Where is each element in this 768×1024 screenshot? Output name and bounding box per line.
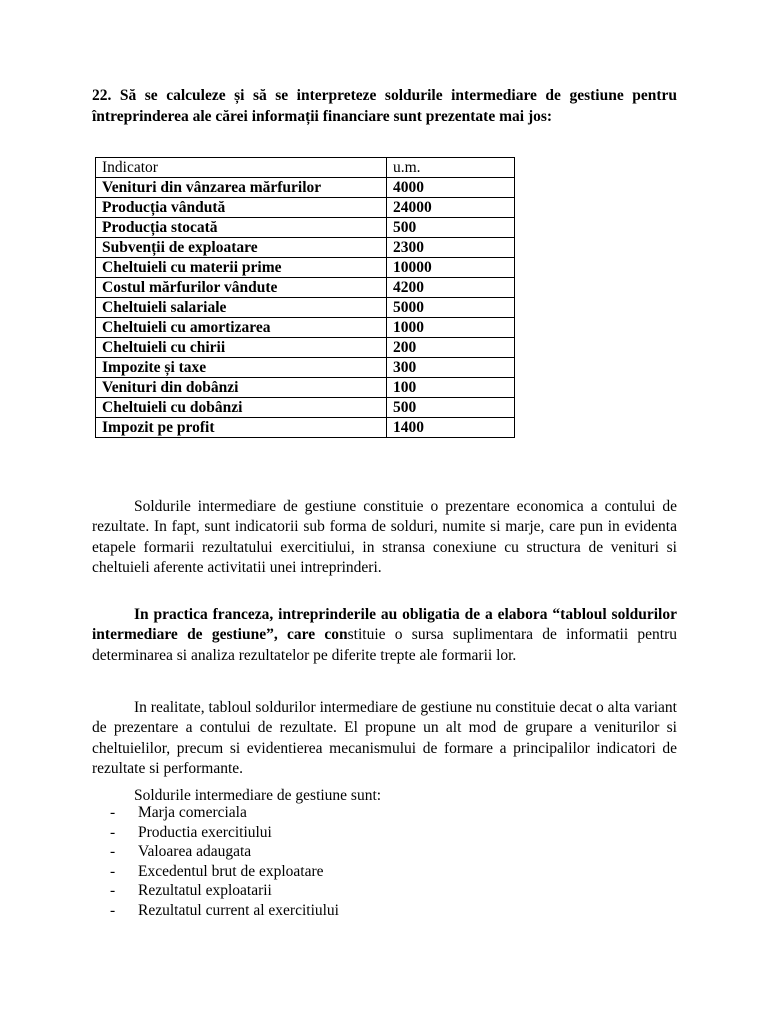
- value-cell: 4000: [387, 178, 515, 198]
- table-row: [96, 378, 515, 398]
- list-dash: -: [110, 804, 116, 821]
- list-dash: -: [110, 843, 116, 860]
- value-cell: 24000: [387, 198, 515, 218]
- list-dash: -: [110, 823, 116, 841]
- column-header-indicator: Indicator: [96, 158, 387, 178]
- indicator-cell: Cheltuieli cu materii prime: [96, 258, 387, 278]
- list-dash: -: [110, 862, 116, 880]
- value-cell: 500: [387, 218, 515, 238]
- paragraph-definition: [92, 497, 677, 579]
- table-row: [96, 278, 515, 298]
- paragraph-text: stituie o sursa suplimentara de informatii pentru determinarea si analiza rezultatelor pe diferite trepte ale formarii lor.: [92, 626, 678, 664]
- list-item-label: Rezultatul current al exercitiului: [138, 901, 339, 919]
- table-row: [96, 178, 515, 198]
- list-item-label: Valoarea adaugata: [138, 843, 252, 860]
- list-item: [110, 823, 339, 843]
- paragraph-text: In realitate, tabloul soldurilor intermediare de gestiune nu constituie decat o alta variant de prezentare a contului de rezultate. El propune un alt mod de grupare a veniturilor si cheltuielilor, precum si evidentierea mecanismului de formare a principalilor indicatori de rezultate si performante.: [92, 698, 677, 777]
- list-item-label: Rezultatul exploatarii: [138, 882, 272, 899]
- list-item-label: Excedentul brut de exploatare: [138, 862, 324, 880]
- exercise-number: 22.: [92, 87, 112, 104]
- indicator-cell: Subvenții de exploatare: [96, 238, 387, 258]
- table-row: [96, 358, 515, 378]
- paragraph-text: Soldurile intermediare de gestiune sunt:: [134, 786, 382, 804]
- value-cell: 1000: [387, 318, 515, 338]
- table-header-row: [96, 158, 515, 178]
- indicator-cell: Cheltuieli salariale: [96, 298, 387, 318]
- value-cell: 200: [387, 338, 515, 358]
- table-row: [96, 338, 515, 358]
- table-row: [96, 238, 515, 258]
- table-row: [96, 318, 515, 338]
- exercise-text: Să se calculeze și să se interpreteze soldurile intermediare de gestiune pentru întreprinderea ale cărei informații financiare sunt prezentate mai jos:: [92, 87, 677, 125]
- financial-data-table: [95, 157, 515, 438]
- column-header-unit: u.m.: [387, 158, 515, 178]
- value-cell: 2300: [387, 238, 515, 258]
- indicator-cell: Venituri din vânzarea mărfurilor: [96, 178, 387, 198]
- value-cell: 5000: [387, 298, 515, 318]
- value-cell: 300: [387, 358, 515, 378]
- indicator-cell: Impozite și taxe: [96, 358, 387, 378]
- list-item: [110, 901, 339, 921]
- paragraph-bold-text: In practica franceza, intreprinderile au obligatia de a elabora “tabloul soldurilor intermediare de gestiune”, care con: [92, 605, 677, 643]
- list-dash: -: [110, 882, 116, 899]
- list-dash: -: [110, 901, 116, 919]
- paragraph-text: Soldurile intermediare de gestiune constituie o prezentare economica a contului de rezultate. In fapt, sunt indicatorii sub forma de solduri, numite si marje, care pun in evidenta etapele formarii rezultatului exercitiului, in stransa conexiune cu structura de venituri si cheltuieli aferente activitatii unei intreprinderi.: [92, 497, 677, 576]
- list-item-label: Marja comerciala: [138, 804, 247, 821]
- value-cell: 100: [387, 378, 515, 398]
- list-item: [110, 862, 339, 882]
- indicator-cell: Costul mărfurilor vândute: [96, 278, 387, 298]
- indicator-cell: Producția stocată: [96, 218, 387, 238]
- indicator-cell: Cheltuieli cu amortizarea: [96, 318, 387, 338]
- indicator-cell: Venituri din dobânzi: [96, 378, 387, 398]
- indicator-cell: Cheltuieli cu dobânzi: [96, 398, 387, 418]
- list-item: [110, 803, 339, 823]
- table-row: [96, 218, 515, 238]
- list-item-label: Productia exercitiului: [138, 823, 272, 841]
- indicator-cell: Cheltuieli cu chirii: [96, 338, 387, 358]
- table-row: [96, 298, 515, 318]
- value-cell: 4200: [387, 278, 515, 298]
- table-row: [96, 258, 515, 278]
- table-row: [96, 398, 515, 418]
- table-row: [96, 418, 515, 438]
- indicator-cell: Impozit pe profit: [96, 418, 387, 438]
- value-cell: 10000: [387, 258, 515, 278]
- paragraph-reality: [92, 698, 677, 780]
- value-cell: 500: [387, 398, 515, 418]
- paragraph-french-practice: [92, 605, 677, 667]
- value-cell: 1400: [387, 418, 515, 438]
- indicator-cell: Producția vândută: [96, 198, 387, 218]
- table-row: [96, 198, 515, 218]
- exercise-heading: [92, 86, 677, 127]
- intermediate-balances-list: [110, 803, 339, 920]
- list-item: [110, 842, 339, 862]
- list-item: [110, 881, 339, 901]
